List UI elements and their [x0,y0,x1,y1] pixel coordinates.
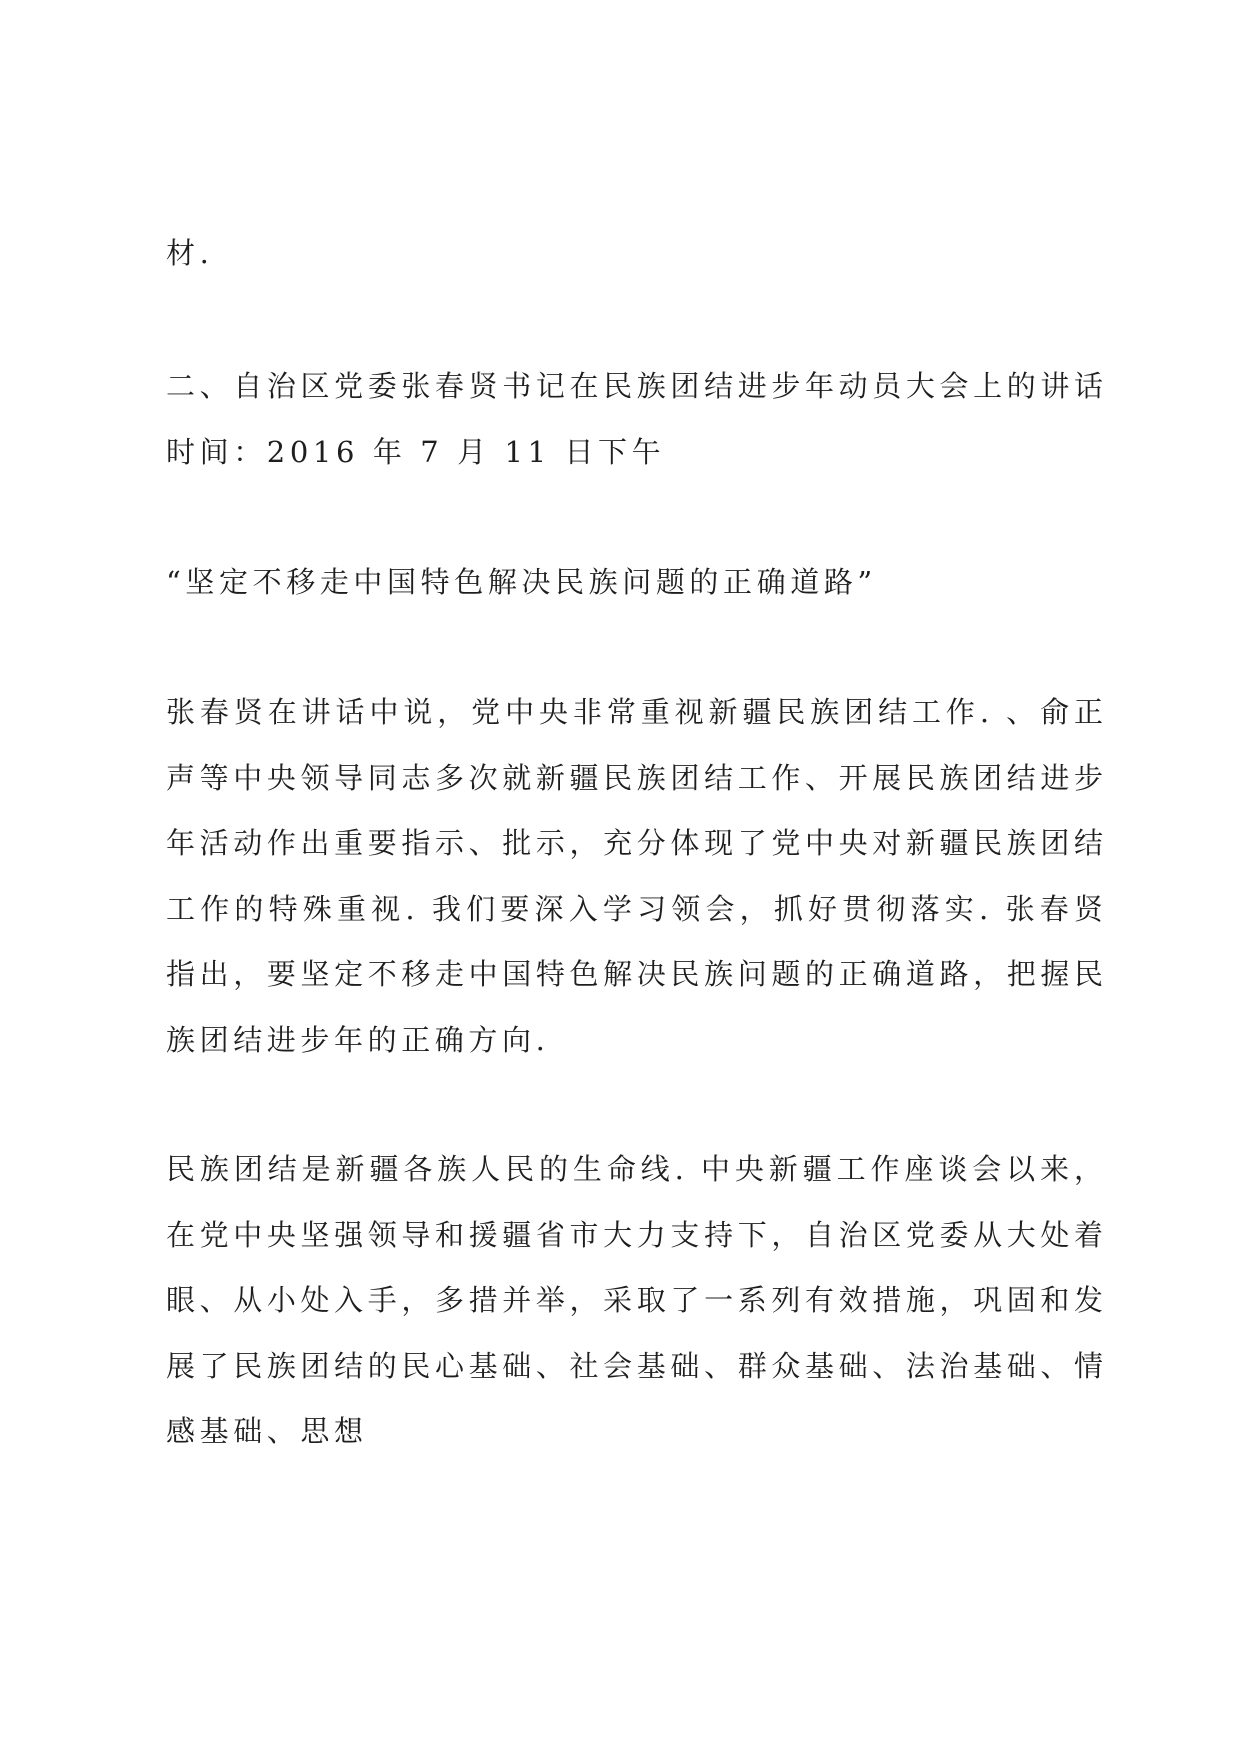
text-line: 族团结进步年的正确方向. [166,1022,550,1057]
section-heading-block [166,354,1106,485]
text-line: 年活动作出重要指示、批示，充分体现了党中央对新疆民族团结 [166,826,1106,860]
text-line: 在党中央坚强领导和援疆省市大力支持下，自治区党委从大处着 [166,1217,1106,1252]
paragraph-1 [166,680,1106,1073]
text-line: 材. [166,236,214,270]
section-heading: 二、自治区党委张春贤书记在民族团结进步年动员大会上的讲话 [166,369,1106,403]
paragraph-continuation [166,221,1106,287]
text-line: 感基础、思想 [166,1414,368,1448]
text-line: 展了民族团结的民心基础、社会基础、群众基础、法治基础、情 [166,1348,1106,1383]
text-line: 眼、从小处入手，多措并举，采取了一系列有效措施，巩固和发 [166,1283,1106,1317]
quote-subtitle-block [166,550,1106,616]
paragraph-2 [166,1137,1106,1465]
text-line: 民族团结是新疆各族人民的生命线. 中央新疆工作座谈会以来， [166,1152,1106,1186]
text-line: 声等中央领导同志多次就新疆民族团结工作、开展民族团结进步 [166,760,1106,795]
speech-time: 时间：2016 年 7 月 11 日下午 [166,434,666,469]
quote-subtitle: “坚定不移走中国特色解决民族问题的正确道路” [166,565,877,599]
text-line: 工作的特殊重视. 我们要深入学习领会，抓好贯彻落实. 张春贤 [166,891,1106,926]
text-line: 张春贤在讲话中说，党中央非常重视新疆民族团结工作. 、俞正 [166,695,1106,729]
text-line: 指出，要坚定不移走中国特色解决民族问题的正确道路，把握民 [166,957,1106,991]
